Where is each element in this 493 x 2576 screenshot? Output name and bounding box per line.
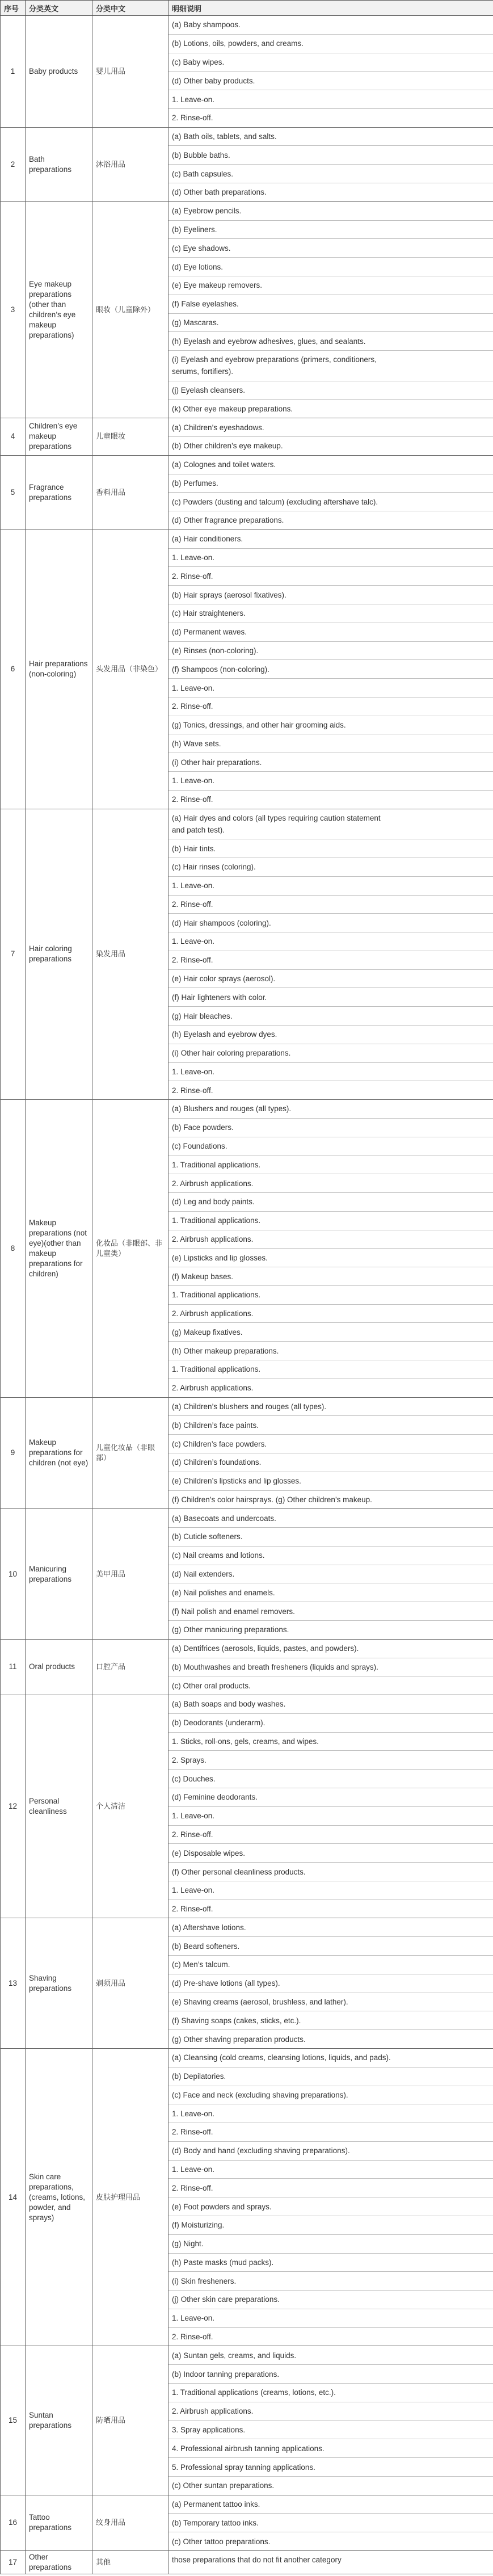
row-number: 5	[1, 455, 26, 530]
detail-line: (j) Other skin care preparations.	[168, 2291, 493, 2309]
detail-line: 2. Rinse-off.	[172, 1905, 213, 1914]
detail-line: (c) Nail creams and lotions.	[168, 1547, 493, 1565]
detail-line: (a) Children’s eyeshadows.	[168, 418, 493, 437]
row-number: 16	[1, 2495, 26, 2550]
row-number: 1	[1, 16, 26, 128]
row-number: 2	[1, 127, 26, 201]
category-chinese: 化妆品（非眼部、非儿童类）	[92, 1100, 168, 1398]
detail-line: (k) Other eye makeup preparations.	[172, 404, 293, 413]
category-english: Fragrance preparations	[26, 455, 92, 530]
detail-line: (b) Temporary tattoo inks.	[168, 2514, 493, 2532]
category-details	[168, 418, 493, 456]
detail-line: 2. Rinse-off.	[172, 2333, 213, 2342]
category-details	[168, 530, 493, 809]
category-details	[168, 2495, 493, 2550]
detail-line: (a) Cleansing (cold creams, cleansing lotions, liquids, and pads).	[168, 2049, 493, 2067]
category-chinese: 纹身用品	[92, 2495, 168, 2550]
detail-line: (b) Hair sprays (aerosol fixatives).	[168, 586, 493, 604]
category-details	[168, 1695, 493, 1918]
category-english: Skin care preparations, (creams, lotions, powder, and sprays)	[26, 2048, 92, 2346]
detail-line: 2. Rinse-off.	[168, 2179, 493, 2197]
category-details	[168, 2048, 493, 2346]
category-chinese: 其他	[92, 2551, 168, 2574]
detail-line: (a) Baby shampoos.	[168, 16, 493, 35]
table-row	[1, 2495, 493, 2550]
detail-line: 1. Leave-on.	[168, 679, 493, 697]
category-chinese: 头发用品（非染色）	[92, 530, 168, 809]
category-english: Suntan preparations	[26, 2346, 92, 2495]
row-number: 14	[1, 2048, 26, 2346]
category-english: Baby products	[26, 16, 92, 128]
detail-line: (h) Eyelash and eyebrow dyes.	[168, 1026, 493, 1044]
category-chinese: 口腔产品	[92, 1639, 168, 1695]
detail-line: 1. Leave-on.	[168, 2309, 493, 2328]
category-details	[168, 455, 493, 530]
detail-line: (i) Eyelash and eyebrow preparations (primers, conditioners,	[172, 355, 377, 364]
detail-line: (c) Powders (dusting and talcum) (excluding aftershave talc).	[168, 493, 493, 511]
header-row	[1, 1, 493, 16]
detail-line: (f) Makeup bases.	[168, 1267, 493, 1286]
detail-line: (d) Other fragrance preparations.	[172, 516, 284, 525]
detail-line: 2. Rinse-off.	[168, 1826, 493, 1844]
detail-line: (j) Eyelash cleansers.	[168, 381, 493, 400]
category-details	[168, 809, 493, 1100]
row-number: 6	[1, 530, 26, 809]
detail-line: (e) Eye makeup removers.	[168, 276, 493, 295]
detail-line: (c) Bath capsules.	[168, 165, 493, 183]
detail-line: (g) Other shaving preparation products.	[172, 2035, 306, 2044]
category-chinese: 儿童化妆品（非眼部）	[92, 1397, 168, 1509]
detail-line: (g) Other manicuring preparations.	[172, 1625, 289, 1634]
detail-line: (e) Lipsticks and lip glosses.	[168, 1249, 493, 1267]
detail-line: 5. Professional spray tanning applications.	[168, 2458, 493, 2477]
category-details	[168, 1100, 493, 1398]
detail-line: (f) Shaving soaps (cakes, sticks, etc.).	[168, 2011, 493, 2030]
category-chinese: 沐浴用品	[92, 127, 168, 201]
table-row	[1, 2551, 493, 2574]
row-number: 8	[1, 1100, 26, 1398]
detail-line: (e) Nail polishes and enamels.	[168, 1583, 493, 1602]
detail-line: (i) Skin fresheners.	[168, 2272, 493, 2291]
detail-line: (c) Men’s talcum.	[168, 1956, 493, 1974]
detail-line: 2. Rinse-off.	[168, 2123, 493, 2142]
detail-line: (d) Body and hand (excluding shaving preparations).	[168, 2142, 493, 2161]
category-details	[168, 1918, 493, 2048]
table-row	[1, 201, 493, 418]
detail-line: (h) Wave sets.	[168, 734, 493, 753]
detail-line: (a) Hair dyes and colors (all types requiring caution statement	[172, 813, 381, 822]
table-row	[1, 1695, 493, 1918]
detail-line: 3. Spray applications.	[168, 2421, 493, 2440]
detail-line: (i) Other hair preparations.	[168, 753, 493, 772]
row-number: 17	[1, 2551, 26, 2574]
detail-line: (g) Hair bleaches.	[168, 1007, 493, 1026]
detail-line: (b) Face powders.	[168, 1119, 493, 1137]
table-row	[1, 809, 493, 1100]
detail-line: (b) Cuticle softeners.	[168, 1528, 493, 1547]
detail-line: (d) Hair shampoos (coloring).	[168, 914, 493, 932]
category-english: Oral products	[26, 1639, 92, 1695]
detail-line: (h) Eyelash and eyebrow adhesives, glues, and sealants.	[168, 332, 493, 351]
detail-line: 1. Leave-on.	[168, 2104, 493, 2123]
detail-line: 2. Rinse-off.	[168, 896, 493, 914]
category-details	[168, 1639, 493, 1695]
detail-line: (h) Other makeup preparations.	[168, 1342, 493, 1360]
detail-line: (e) Shaving creams (aerosol, brushless, and lather).	[168, 1993, 493, 2012]
header-desc: 明细说明	[168, 1, 493, 16]
category-english: Manicuring preparations	[26, 1509, 92, 1639]
row-number: 12	[1, 1695, 26, 1918]
detail-line: and patch test).	[168, 823, 493, 839]
category-details	[168, 1397, 493, 1509]
detail-line: 1. Leave-on.	[168, 549, 493, 568]
detail-line: (b) Mouthwashes and breath fresheners (liquids and sprays).	[168, 1658, 493, 1677]
detail-line: 2. Rinse-off.	[172, 795, 213, 804]
row-number: 10	[1, 1509, 26, 1639]
detail-line: (f) Hair lighteners with color.	[168, 988, 493, 1007]
header-en: 分类英文	[26, 1, 92, 16]
table-row	[1, 455, 493, 530]
detail-line: 2. Airbrush applications.	[168, 1174, 493, 1193]
detail-line: (d) Permanent waves.	[168, 623, 493, 642]
detail-line: 4. Professional airbrush tanning applications.	[168, 2439, 493, 2458]
detail-line: serums, fortifiers).	[168, 365, 493, 381]
detail-line: 1. Leave-on.	[168, 1881, 493, 1900]
detail-line: 1. Leave-on.	[168, 2161, 493, 2179]
detail-line: (a) Suntan gels, creams, and liquids.	[168, 2346, 493, 2365]
detail-line: (b) Lotions, oils, powders, and creams.	[168, 35, 493, 53]
detail-line: (c) Children’s face powders.	[168, 1435, 493, 1453]
detail-line: 2. Rinse-off.	[172, 114, 213, 123]
table-row	[1, 127, 493, 201]
detail-line: 1. Sticks, roll-ons, gels, creams, and wipes.	[168, 1733, 493, 1751]
category-details	[168, 127, 493, 201]
detail-line: (a) Blushers and rouges (all types).	[168, 1100, 493, 1119]
category-english: Hair coloring preparations	[26, 809, 92, 1100]
table-row	[1, 1100, 493, 1398]
category-chinese: 剃须用品	[92, 1918, 168, 2048]
detail-line: (b) Depilatories.	[168, 2067, 493, 2086]
detail-line: 1. Traditional applications.	[168, 1360, 493, 1379]
detail-line: (e) Rinses (non-coloring).	[168, 642, 493, 661]
detail-line: (f) Nail polish and enamel removers.	[168, 1602, 493, 1621]
table-row	[1, 1918, 493, 2048]
category-chinese: 眼妆（儿童除外）	[92, 201, 168, 418]
category-chinese: 美甲用品	[92, 1509, 168, 1639]
row-number: 7	[1, 809, 26, 1100]
header-cn: 分类中文	[92, 1, 168, 16]
detail-line: (b) Other children’s eye makeup.	[172, 442, 283, 451]
detail-line: 2. Sprays.	[168, 1751, 493, 1770]
detail-line: (h) Paste masks (mud packs).	[168, 2254, 493, 2272]
detail-line: (b) Deodorants (underarm).	[168, 1714, 493, 1733]
detail-line: (b) Children’s face paints.	[168, 1416, 493, 1435]
detail-line: (c) Eye shadows.	[168, 239, 493, 258]
detail-line: (f) Children’s color hairsprays. (g) Other children’s makeup.	[172, 1495, 372, 1504]
table-row	[1, 530, 493, 809]
category-chinese: 婴儿用品	[92, 16, 168, 128]
detail-line: (b) Bubble baths.	[168, 146, 493, 165]
detail-line: (c) Baby wipes.	[168, 53, 493, 72]
detail-line: (c) Douches.	[168, 1770, 493, 1788]
detail-line: (a) Colognes and toilet waters.	[168, 456, 493, 474]
detail-line: 2. Rinse-off.	[168, 951, 493, 970]
category-chinese: 防晒用品	[92, 2346, 168, 2495]
category-english: Makeup preparations (not eye)(other than makeup preparations for children)	[26, 1100, 92, 1398]
detail-line: 2. Airbrush applications.	[168, 1305, 493, 1323]
row-number: 9	[1, 1397, 26, 1509]
table-row	[1, 2048, 493, 2346]
detail-line: (a) Children’s blushers and rouges (all types).	[168, 1398, 493, 1417]
category-english: Other preparations	[26, 2551, 92, 2574]
category-details	[168, 1509, 493, 1639]
detail-line: 1. Leave-on.	[168, 932, 493, 951]
detail-line: (f) False eyelashes.	[168, 295, 493, 314]
detail-line: (g) Night.	[168, 2235, 493, 2254]
detail-line: 1. Traditional applications.	[168, 1155, 493, 1174]
category-chinese: 香料用品	[92, 455, 168, 530]
detail-line: (d) Pre-shave lotions (all types).	[168, 1974, 493, 1993]
table-row	[1, 1509, 493, 1639]
detail-line: 1. Leave-on.	[168, 772, 493, 791]
detail-line: (e) Disposable wipes.	[168, 1844, 493, 1863]
detail-line: (c) Face and neck (excluding shaving preparations).	[168, 2086, 493, 2105]
category-english: Children’s eye makeup preparations	[26, 418, 92, 456]
row-number: 3	[1, 201, 26, 418]
detail-line: (g) Mascaras.	[168, 314, 493, 333]
table-row	[1, 2346, 493, 2495]
detail-line: (a) Bath soaps and body washes.	[168, 1695, 493, 1714]
detail-line: (a) Eyebrow pencils.	[168, 202, 493, 221]
detail-line: 1. Leave-on.	[168, 90, 493, 109]
detail-line: (b) Hair tints.	[168, 839, 493, 858]
table-row	[1, 16, 493, 128]
category-english: Personal cleanliness	[26, 1695, 92, 1918]
category-chinese: 儿童眼妆	[92, 418, 168, 456]
detail-line: (c) Foundations.	[168, 1137, 493, 1156]
detail-line: 2. Rinse-off.	[168, 567, 493, 586]
row-number: 4	[1, 418, 26, 456]
detail-line: (a) Dentifrices (aerosols, liquids, pastes, and powders).	[168, 1640, 493, 1658]
category-details	[168, 2551, 493, 2574]
detail-line: (e) Hair color sprays (aerosol).	[168, 970, 493, 989]
row-number: 13	[1, 1918, 26, 2048]
table-body	[1, 16, 493, 2574]
category-chinese: 染发用品	[92, 809, 168, 1100]
row-number: 15	[1, 2346, 26, 2495]
detail-line: (d) Children’s foundations.	[168, 1453, 493, 1472]
detail-line: (a) Hair conditioners.	[168, 530, 493, 549]
detail-line: (f) Moisturizing.	[168, 2216, 493, 2235]
detail-line: (a) Bath oils, tablets, and salts.	[168, 128, 493, 146]
detail-line: (f) Shampoos (non-coloring).	[168, 660, 493, 679]
detail-line: (b) Beard softeners.	[168, 1937, 493, 1956]
detail-line: (a) Basecoats and undercoats.	[168, 1509, 493, 1528]
detail-line: (b) Indoor tanning preparations.	[168, 2365, 493, 2384]
detail-line: (c) Hair rinses (coloring).	[168, 858, 493, 877]
detail-line: (e) Foot powders and sprays.	[168, 2197, 493, 2216]
detail-line: (c) Other oral products.	[172, 1681, 251, 1690]
category-details	[168, 16, 493, 128]
header-no: 序号	[1, 1, 26, 16]
category-chinese: 皮肤护理用品	[92, 2048, 168, 2346]
detail-line: those preparations that do not fit another category	[172, 2556, 342, 2565]
detail-line: 1. Leave-on.	[168, 1807, 493, 1826]
row-number: 11	[1, 1639, 26, 1695]
detail-line: (b) Eyeliners.	[168, 221, 493, 239]
category-english: Shaving preparations	[26, 1918, 92, 2048]
detail-line: (d) Eye lotions.	[168, 258, 493, 276]
detail-line: (a) Aftershave lotions.	[168, 1918, 493, 1937]
detail-line: 1. Leave-on.	[168, 1063, 493, 1082]
detail-line: (g) Makeup fixatives.	[168, 1323, 493, 1342]
detail-line: (c) Other tattoo preparations.	[172, 2537, 271, 2546]
detail-line: 1. Traditional applications.	[168, 1212, 493, 1230]
category-chinese: 个人清洁	[92, 1695, 168, 1918]
detail-line: (g) Tonics, dressings, and other hair grooming aids.	[168, 716, 493, 735]
detail-line: 2. Rinse-off.	[172, 1086, 213, 1095]
detail-line: 2. Airbrush applications.	[168, 2402, 493, 2421]
category-english: Tattoo preparations	[26, 2495, 92, 2550]
detail-line: (a) Permanent tattoo inks.	[168, 2495, 493, 2514]
detail-line: (e) Children’s lipsticks and lip glosses.	[168, 1472, 493, 1491]
detail-line: (d) Other baby products.	[168, 72, 493, 90]
category-details	[168, 2346, 493, 2495]
detail-line: (c) Other suntan preparations.	[172, 2481, 275, 2490]
detail-line: (c) Hair straighteners.	[168, 604, 493, 623]
detail-line: (d) Leg and body paints.	[168, 1193, 493, 1212]
detail-line: (d) Feminine deodorants.	[168, 1788, 493, 1807]
category-english: Makeup preparations for children (not eye)	[26, 1397, 92, 1509]
table-row	[1, 1639, 493, 1695]
detail-line: 2. Rinse-off.	[168, 697, 493, 716]
category-details	[168, 201, 493, 418]
detail-line: 2. Airbrush applications.	[168, 1230, 493, 1249]
category-english: Hair preparations (non-coloring)	[26, 530, 92, 809]
detail-line: (i) Other hair coloring preparations.	[168, 1044, 493, 1063]
detail-line: (d) Nail extenders.	[168, 1565, 493, 1584]
detail-line: (f) Other personal cleanliness products.	[168, 1863, 493, 1881]
detail-line: 1. Leave-on.	[168, 877, 493, 896]
category-english: Bath preparations	[26, 127, 92, 201]
table-row	[1, 1397, 493, 1509]
detail-line: 1. Traditional applications (creams, lotions, etc.).	[168, 2384, 493, 2402]
detail-line: (d) Other bath preparations.	[172, 188, 267, 197]
detail-line: 2. Airbrush applications.	[172, 1384, 254, 1393]
detail-line: 1. Traditional applications.	[168, 1286, 493, 1305]
table-row	[1, 418, 493, 456]
detail-line: (b) Perfumes.	[168, 474, 493, 493]
category-english: Eye makeup preparations (other than children’s eye makeup preparations)	[26, 201, 92, 418]
